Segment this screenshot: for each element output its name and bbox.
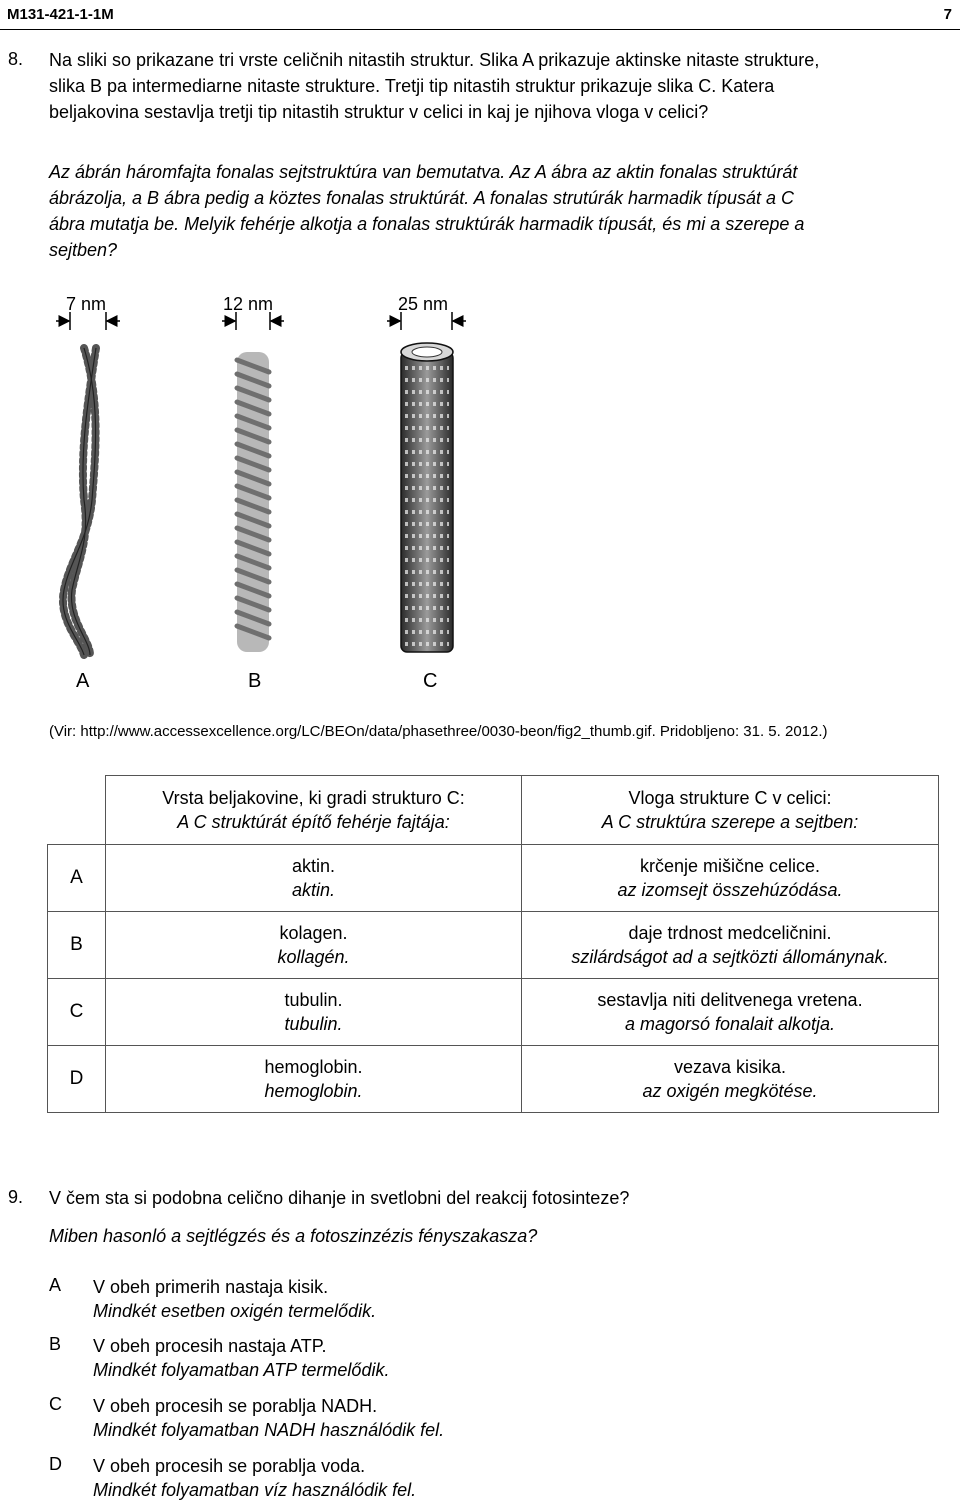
option-letter[interactable]: C: [48, 979, 106, 1046]
option-row-b[interactable]: [48, 912, 939, 979]
option-role: [522, 1046, 939, 1113]
role-header-hu: A C struktúra szerepe a sejtben:: [601, 812, 859, 832]
table-header-row: [48, 776, 939, 845]
answer-hu: Mindkét esetben oxigén termelődik.: [93, 1301, 377, 1321]
exam-code: M131-421-1-1M: [7, 6, 114, 23]
dim-bracket-b: [222, 312, 284, 330]
option-role: [522, 912, 939, 979]
option-protein: [106, 845, 522, 912]
dim-bracket-a: [56, 312, 120, 330]
page-number: 7: [943, 6, 952, 23]
role-sl: sestavlja niti delitvenega vretena.: [597, 990, 863, 1010]
answer-sl: V obeh procesih se porablja NADH.: [93, 1396, 378, 1416]
question-8-text-hu: [49, 159, 939, 263]
options-table: [47, 775, 939, 1113]
option-row-d[interactable]: [48, 1046, 939, 1113]
role-hu: az oxigén megkötése.: [642, 1081, 818, 1101]
option-row-c[interactable]: [48, 979, 939, 1046]
protein-hu: tubulin.: [284, 1014, 343, 1034]
option-role: [522, 979, 939, 1046]
q8-hu-line: ábrázolja, a B ábra pedig a köztes fonalas struktúrát. A fonalas strutúrák harmadik típusát a C: [49, 188, 795, 208]
q8-sl-line: beljakovina sestavlja tretji tip nitastih struktur v celici in kaj je njihova vloga v celici?: [49, 102, 709, 122]
answer-text: [93, 1394, 444, 1442]
answer-hu: Mindkét folyamatban víz használódik fel.: [93, 1480, 417, 1500]
role-header: [522, 776, 939, 845]
protein-header: [106, 776, 522, 845]
microtubule: [401, 343, 453, 652]
protein-header-hu: A C struktúrát építő fehérje fajtája:: [177, 812, 450, 832]
question-9-text-hu: Miben hasonló a sejtlégzés és a fotoszinzézis fényszakasza?: [49, 1226, 538, 1246]
option-protein: [106, 912, 522, 979]
protein-sl: kolagen.: [279, 923, 348, 943]
actin-filament: [63, 348, 96, 655]
figure-source: (Vir: http://www.accessexcellence.org/LC/BEOn/data/phasethree/0030-beon/fig2_thumb.gif. Pridobljeno: 31. 5. 2012.): [49, 723, 828, 740]
option-letter[interactable]: D: [48, 1046, 106, 1113]
question-9-number: 9.: [8, 1187, 24, 1207]
filament-figure: [0, 290, 960, 710]
answer-sl: V obeh procesih se porablja voda.: [93, 1456, 366, 1476]
dim-bracket-c: [387, 312, 466, 330]
answer-letter[interactable]: C: [49, 1394, 62, 1414]
role-hu: a magorsó fonalait alkotja.: [624, 1014, 836, 1034]
protein-sl: aktin.: [291, 856, 336, 876]
role-sl: vezava kisika.: [673, 1057, 787, 1077]
filament-drawing: [0, 290, 960, 660]
question-8-number: 8.: [8, 49, 24, 69]
option-letter[interactable]: B: [48, 912, 106, 979]
q8-hu-line: sejtben?: [49, 240, 118, 260]
page-header: [0, 0, 960, 30]
intermediate-filament: [237, 352, 269, 652]
table-header-empty: [48, 776, 106, 845]
answer-sl: V obeh primerih nastaja kisik.: [93, 1277, 329, 1297]
answer-letter[interactable]: A: [49, 1275, 62, 1295]
answer-hu: Mindkét folyamatban ATP termelődik.: [93, 1360, 390, 1380]
role-hu: az izomsejt összehúzódása.: [617, 880, 843, 900]
answer-sl: V obeh procesih nastaja ATP.: [93, 1336, 327, 1356]
answer-text: [93, 1275, 376, 1323]
dim-label-c: 25 nm: [398, 294, 449, 314]
q8-sl-line: slika B pa intermediarne nitaste strukture. Tretji tip nitastih struktur prikazuje slika C. Katera: [49, 76, 775, 96]
answer-letter[interactable]: D: [49, 1454, 62, 1474]
dim-label-b: 12 nm: [223, 294, 274, 314]
figure-label-b: B: [248, 670, 262, 692]
answer-text: [93, 1454, 416, 1502]
option-role: [522, 845, 939, 912]
protein-header-sl: Vrsta beljakovine, ki gradi strukturo C:: [162, 788, 465, 808]
protein-hu: hemoglobin.: [264, 1081, 363, 1101]
option-protein: [106, 1046, 522, 1113]
answer-hu: Mindkét folyamatban NADH használódik fel.: [93, 1420, 445, 1440]
role-hu: szilárdságot ad a sejtközti állománynak.: [571, 947, 889, 967]
option-letter[interactable]: A: [48, 845, 106, 912]
protein-sl: hemoglobin.: [264, 1057, 363, 1077]
q8-hu-line: ábra mutatja be. Melyik fehérje alkotja a fonalas struktúrák harmadik típusát, és mi a szerepe a: [49, 214, 805, 234]
role-sl: daje trdnost medceličnini.: [628, 923, 832, 943]
figure-label-a: A: [76, 670, 90, 692]
q8-hu-line: Az ábrán háromfajta fonalas sejtstruktúra van bemutatva. Az A ábra az aktin fonalas struktúrát: [49, 162, 798, 182]
protein-sl: tubulin.: [284, 990, 343, 1010]
answer-letter[interactable]: B: [49, 1334, 62, 1354]
question-8-text-sl: [49, 47, 939, 125]
q8-sl-line: Na sliki so prikazane tri vrste celičnih nitastih struktur. Slika A prikazuje aktinske nitaste strukture,: [49, 50, 820, 70]
question-9-text-sl: V čem sta si podobna celično dihanje in svetlobni del reakcij fotosinteze?: [49, 1188, 630, 1208]
role-sl: krčenje mišične celice.: [639, 856, 821, 876]
figure-label-c: C: [423, 670, 438, 692]
option-row-a[interactable]: [48, 845, 939, 912]
option-protein: [106, 979, 522, 1046]
protein-hu: aktin.: [291, 880, 336, 900]
dim-label-a: 7 nm: [66, 294, 107, 314]
answer-text: [93, 1334, 389, 1382]
protein-hu: kollagén.: [277, 947, 350, 967]
role-header-sl: Vloga strukture C v celici:: [628, 788, 832, 808]
